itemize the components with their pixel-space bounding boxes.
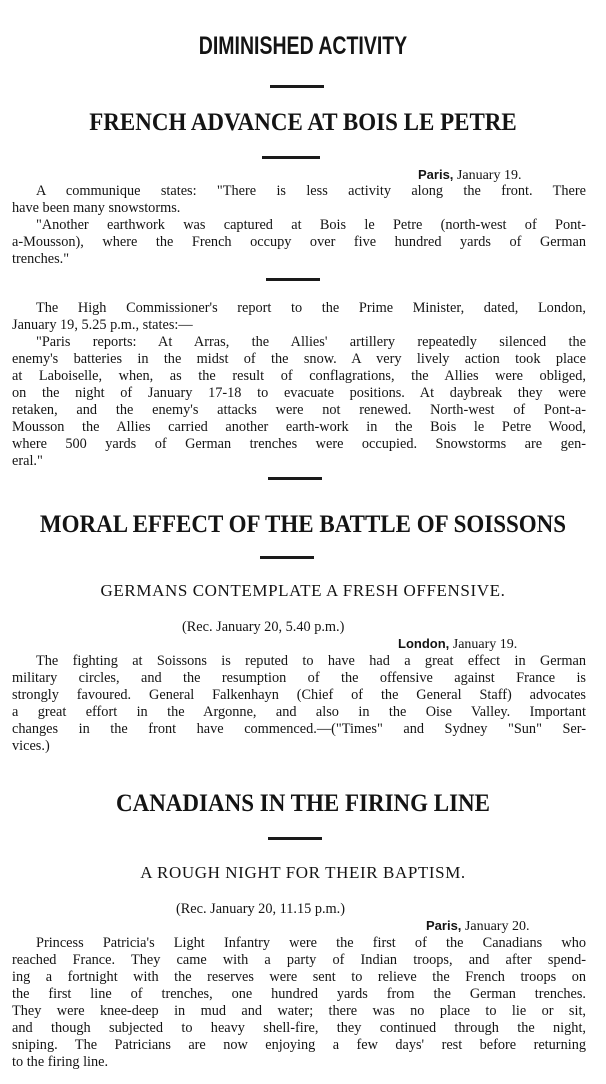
text-line: ing a fortnight with the reserves were sent to relieve the French troops on [12,969,586,985]
dateline-place: London, [398,636,450,651]
text-line: to the firing line. [12,1054,109,1070]
text-line: and though subjected to heavy shell-fire, they continued through the night, [12,1020,586,1036]
text-line: "Another earthwork was captured at Bois le Petre (north-west of Pont- [36,217,586,233]
dateline-place: Paris, [426,918,462,933]
text-line: Mousson the Allies carried another earth-work in the Bois le Petre Wood, [12,419,586,435]
text-line: a great effort in the Argonne, and also in the Oise Valley. Important [12,704,586,720]
cable-received-time: (Rec. January 20, 11.15 p.m.) [176,901,346,917]
dateline-date: January 19. [456,168,522,183]
dateline-place: Paris, [418,167,454,182]
subheading-germans-contemplate: GERMANS CONTEMPLATE A FRESH OFFENSIVE. [100,581,506,600]
text-line: They were knee-deep in mud and water; there was no place to lie or sit, [12,1003,586,1019]
text-line: reached France. They came with a party of Indian troops, and after spend- [12,952,586,968]
cable-received-time: (Rec. January 20, 5.40 p.m.) [182,619,345,635]
heading-diminished-activity: DIMINISHED ACTIVITY [198,32,408,60]
heading-canadians: CANADIANS IN THE FIRING LINE [115,790,491,817]
dateline-london-jan19 [398,637,517,652]
text-line: "Paris reports: At Arras, the Allies' artillery repeatedly silenced the [36,334,586,350]
text-line: vices.) [12,738,50,754]
text-line: where 500 yards of German trenches were occupied. Snowstorms are gen- [12,436,586,452]
text-line: on the night of January 17-18 to evacuate positions. At daybreak they were [12,385,586,401]
dateline-paris-jan19 [418,168,521,183]
heading-french-advance: FRENCH ADVANCE AT BOIS LE PETRE [89,109,517,136]
text-line: have been many snowstorms. [12,200,181,216]
text-line: enemy's batteries in the midst of the snow. A very lively action took place [12,351,586,367]
dateline-date: January 19. [452,637,518,652]
divider-rule [270,85,324,88]
heading-moral-effect: MORAL EFFECT OF THE BATTLE OF SOISSONS [39,511,567,538]
text-line: eral." [12,453,43,469]
divider-rule [260,556,314,559]
divider-rule [266,278,320,281]
text-line: military circles, and the resumption of the offensive against France is [12,670,586,686]
text-line: sniping. The Patricians are now enjoying a few days' rest before returning [12,1037,586,1053]
divider-rule [268,837,322,840]
text-line: changes in the front have commenced.—("Times" and Sydney "Sun" Ser- [12,721,586,737]
divider-rule [268,477,322,480]
text-line: The fighting at Soissons is reputed to have had a great effect in German [36,653,586,669]
divider-rule [262,156,320,159]
text-line: strongly favoured. General Falkenhayn (Chief of the General Staff) advocates [12,687,586,703]
text-line: Princess Patricia's Light Infantry were the first of the Canadians who [36,935,586,951]
text-line: the first line of trenches, one hundred yards from the German trenches. [12,986,586,1002]
dateline-date: January 20. [464,919,530,934]
text-line: a-Mousson), where the French occupy over five hundred yards of German [12,234,586,250]
text-line: January 19, 5.25 p.m., states:— [12,317,193,333]
text-line: at Laboiselle, when, as the result of conflagrations, the Allies were obliged, [12,368,586,384]
subheading-rough-night: A ROUGH NIGHT FOR THEIR BAPTISM. [140,863,466,882]
text-line: trenches." [12,251,70,267]
text-line: The High Commissioner's report to the Prime Minister, dated, London, [36,300,586,316]
dateline-paris-jan20 [426,919,529,934]
text-line: retaken, and the enemy's attacks were not renewed. North-west of Pont-a- [12,402,586,418]
text-line: A communique states: "There is less activity along the front. There [36,183,586,199]
